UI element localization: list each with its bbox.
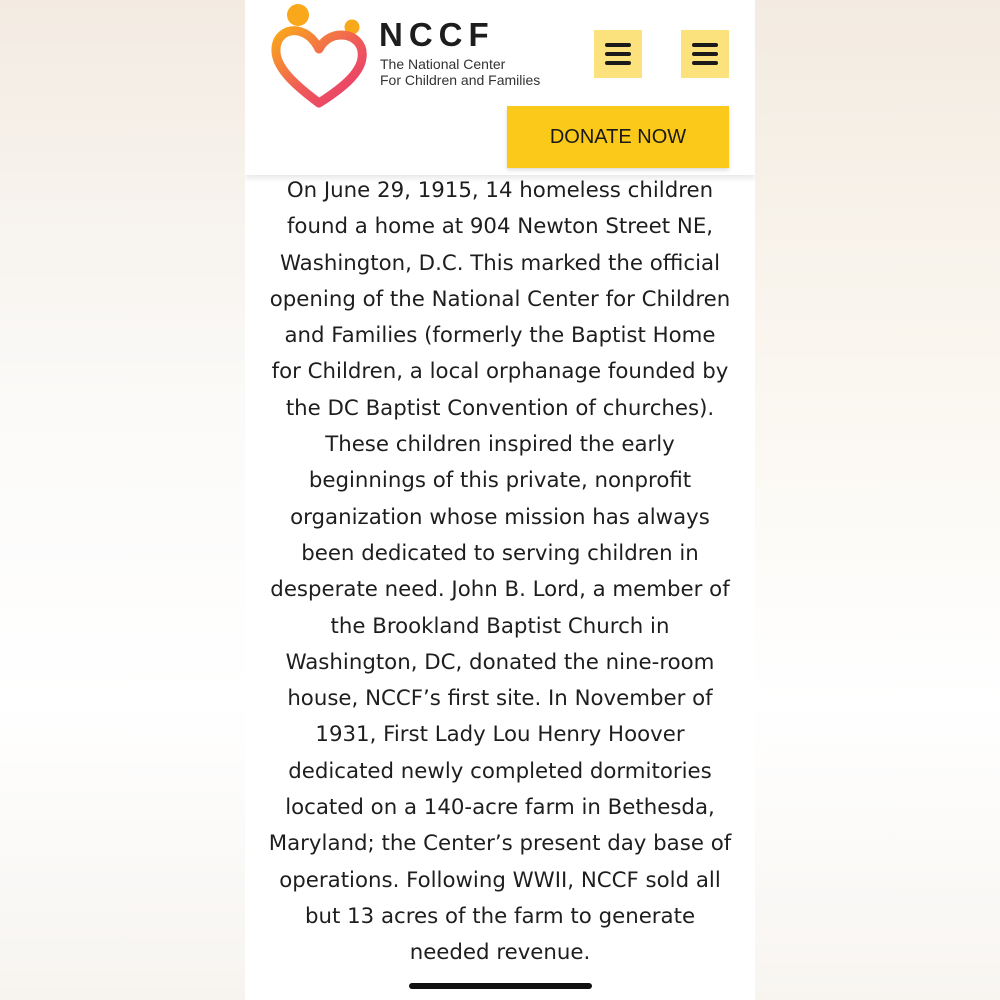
logo-tagline-line2: For Children and Families: [380, 72, 541, 88]
mobile-page: [245, 0, 755, 1000]
donate-now-button[interactable]: DONATE NOW: [507, 106, 729, 168]
site-header: [245, 0, 755, 175]
logo-tagline: [380, 56, 580, 88]
background-right: [755, 0, 1000, 1000]
logo-wordmark: NCCF: [379, 16, 495, 53]
home-indicator-bar[interactable]: [409, 983, 592, 989]
heart-family-logo-icon: [271, 2, 371, 110]
menu-button-primary[interactable]: [594, 30, 642, 78]
history-paragraph: On June 29, 1915, 14 homeless children found a home at 904 Newton Street NE, Washington, D.C. This marked the official opening of the National Center for Children and Families (formerly the Baptist Home for Children, a local orphanage founded by the DC Baptist Convention of churches). These children inspired the early beginnings of this private, nonprofit organization whose mission has always been dedicated to serving children in desperate need. John B. Lord, a member of the Brookland Baptist Church in Washington, DC, donated the nine-room house, NCCF’s first site. In November of 1931, First Lady Lou Henry Hoover dedicated newly completed dormitories located on a 140-acre farm in Bethesda, Maryland; the Center’s present day base of operations. Following WWII, NCCF sold all but 13 acres of the farm to generate needed revenue.: [268, 178, 732, 966]
logo-tagline-line1: The National Center: [380, 56, 506, 72]
background-left: [0, 0, 245, 1000]
nccf-logo[interactable]: [271, 2, 571, 110]
menu-button-secondary[interactable]: [681, 30, 729, 78]
